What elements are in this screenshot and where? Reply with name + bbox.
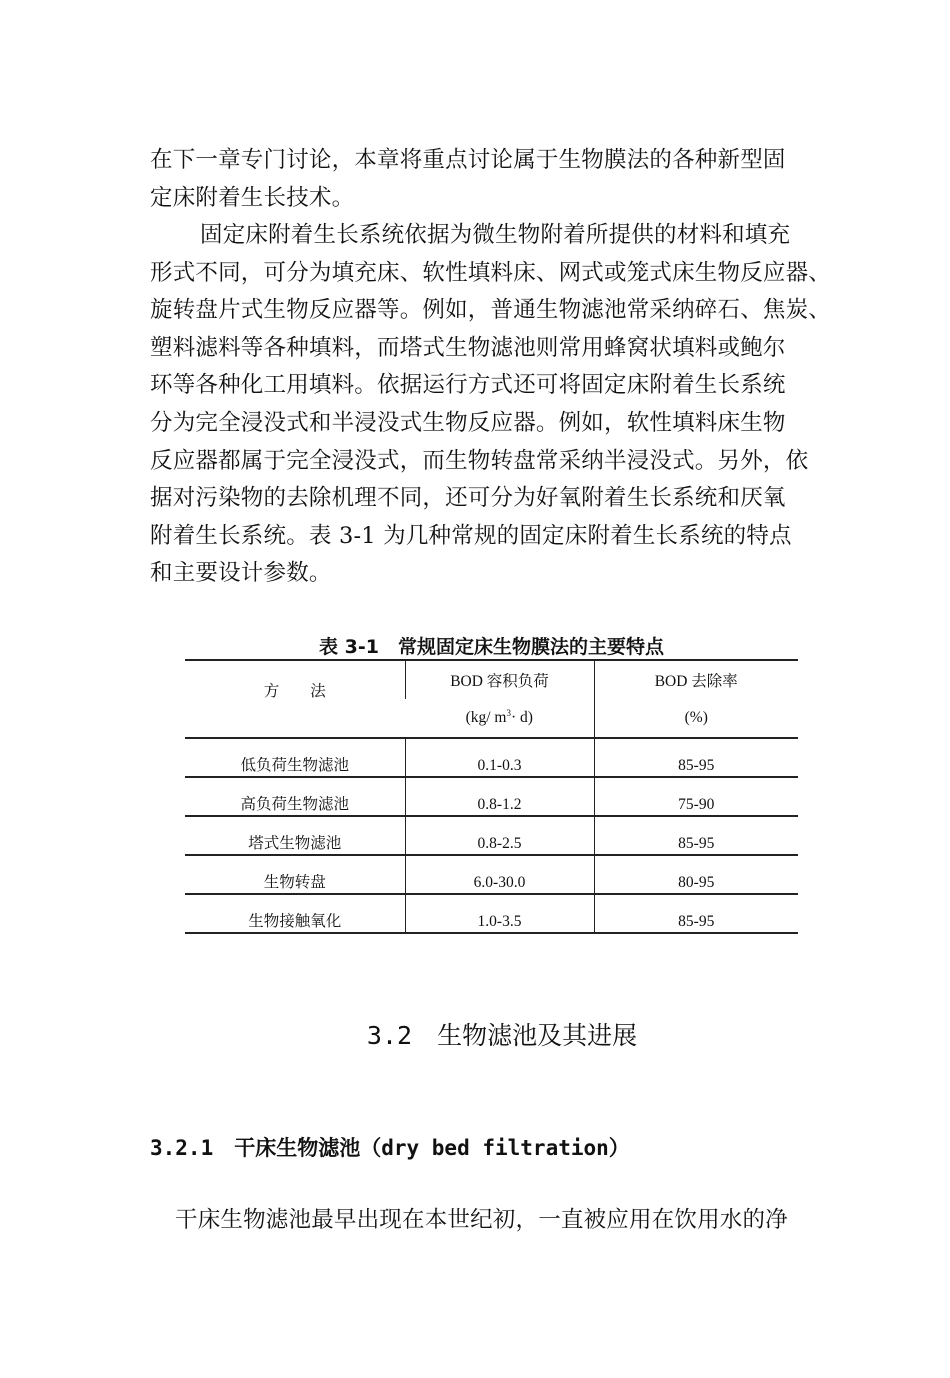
biofilm-methods-table — [185, 659, 798, 934]
table-row — [185, 894, 798, 933]
text-line: 形式不同，可分为填充床、软性填料床、网式或笼式床生物反应器、 — [150, 259, 832, 286]
header-removal-unit — [594, 699, 798, 738]
table-row — [185, 855, 798, 894]
subsection-title: 3.2.1 干床生物滤池（dry bed filtration） — [150, 1136, 630, 1160]
cell-method: 生物转盘 — [185, 855, 405, 894]
cell-method: 生物接触氧化 — [185, 894, 405, 933]
text-line: 反应器都属于完全浸没式，而生物转盘常采纳半浸没式。另外，依 — [150, 447, 809, 474]
table-header-row — [185, 660, 798, 699]
text-line: 和主要设计参数。 — [150, 560, 332, 587]
cell-method: 高负荷生物滤池 — [185, 777, 405, 816]
section-title: 3.2 生物滤池及其进展 — [366, 1021, 638, 1050]
unit-text: (kg/ m — [465, 709, 507, 727]
cell-removal: 80-95 — [594, 855, 798, 894]
cell-removal: 75-90 — [594, 777, 798, 816]
unit-text: · d) — [510, 709, 533, 727]
header-load — [405, 660, 594, 699]
unit-text: (%) — [684, 709, 708, 726]
text-line: 环等各种化工用填料。依据运行方式还可将固定床附着生长系统 — [150, 372, 786, 399]
cell-removal: 85-95 — [594, 738, 798, 777]
cell-load: 0.8-2.5 — [405, 816, 594, 855]
text-line: 据对污染物的去除机理不同，还可分为好氧附着生长系统和厌氧 — [150, 485, 786, 512]
header-method-label: 方 法 — [263, 683, 326, 700]
cell-load: 0.1-0.3 — [405, 738, 594, 777]
paragraph-dry-bed — [150, 1202, 865, 1240]
table-row — [185, 738, 798, 777]
cell-load: 6.0-30.0 — [405, 855, 594, 894]
cell-removal: 85-95 — [594, 894, 798, 933]
cell-load: 0.8-1.2 — [405, 777, 594, 816]
table-caption: 表 3-1 常规固定床生物膜法的主要特点 — [319, 636, 664, 658]
paragraph-intro — [150, 142, 865, 217]
cell-method: 塔式生物滤池 — [185, 816, 405, 855]
cell-method: 低负荷生物滤池 — [185, 738, 405, 777]
table-row — [185, 816, 798, 855]
header-method — [185, 660, 405, 738]
text-line: 塑料滤料等各种填料，而塔式生物滤池则常用蜂窝状填料或鲍尔 — [150, 334, 786, 361]
text-line: 固定床附着生长系统依据为微生物附着所提供的材料和填充 — [200, 222, 791, 248]
text-line: 在下一章专门讨论，本章将重点讨论属于生物膜法的各种新型固 — [150, 147, 786, 173]
cell-removal: 85-95 — [594, 816, 798, 855]
table-row — [185, 777, 798, 816]
cell-load: 1.0-3.5 — [405, 894, 594, 933]
paragraph-fixed-bed-systems — [150, 217, 865, 593]
header-load-label: BOD 容积负荷 — [450, 673, 549, 690]
header-removal — [594, 660, 798, 699]
text-line: 定床附着生长技术。 — [150, 184, 355, 211]
unit-superscript: 3 — [506, 708, 511, 719]
text-line: 分为完全浸没式和半浸没式生物反应器。例如，软性填料床生物 — [150, 409, 786, 436]
text-line: 旋转盘片式生物反应器等。例如，普通生物滤池常采纳碎石、焦炭、 — [150, 297, 832, 324]
header-load-unit — [405, 699, 594, 738]
header-removal-label: BOD 去除率 — [654, 673, 738, 690]
text-line: 附着生长系统。表 3-1 为几种常规的固定床附着生长系统的特点 — [150, 522, 792, 549]
text-line: 干床生物滤池最早出现在本世纪初，一直被应用在饮用水的净 — [175, 1207, 788, 1233]
